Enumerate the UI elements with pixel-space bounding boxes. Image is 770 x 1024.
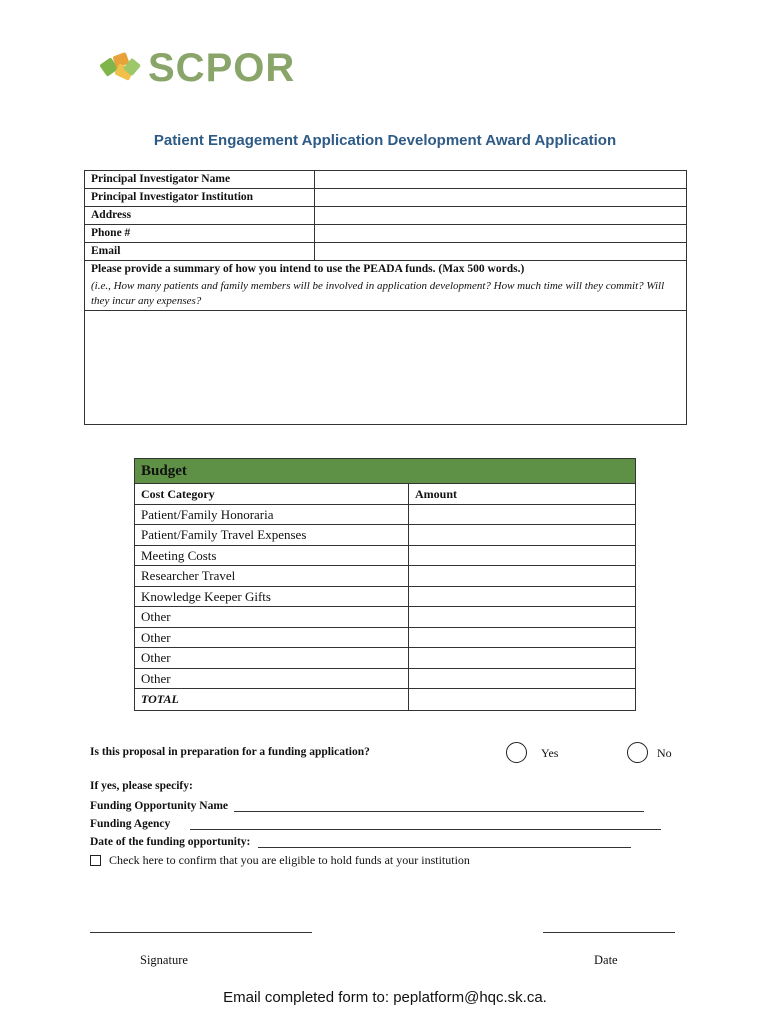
no-radio-button[interactable]	[627, 742, 648, 763]
no-label: No	[657, 746, 672, 760]
summary-question: Please provide a summary of how you intend to use the PEADA funds. (Max 500 words.)	[91, 263, 525, 275]
cost-category-header: Cost Category	[135, 484, 409, 504]
eligibility-checkbox[interactable]	[90, 855, 101, 866]
yes-label: Yes	[541, 746, 559, 760]
table-row	[135, 587, 635, 608]
table-row	[135, 628, 635, 649]
cost-category: Knowledge Keeper Gifts	[135, 587, 409, 607]
investigator-info-table	[84, 170, 687, 425]
funding-opportunity-field[interactable]	[234, 800, 644, 812]
address-row	[85, 207, 686, 225]
address-label: Address	[85, 207, 315, 224]
signature-label: Signature	[140, 953, 188, 967]
funding-agency-field[interactable]	[190, 818, 661, 830]
pi-institution-label: Principal Investigator Institution	[85, 189, 315, 206]
pi-name-label: Principal Investigator Name	[85, 171, 315, 188]
amount-field[interactable]	[409, 648, 635, 668]
funding-date-label: Date of the funding opportunity:	[90, 836, 251, 848]
table-row	[135, 566, 635, 587]
email-row	[85, 243, 686, 261]
funding-date-field[interactable]	[258, 836, 631, 848]
summary-hint: (i.e., How many patients and family members will be involved in application development? How much time will they commit? Will they incur any expenses?	[85, 279, 686, 311]
pi-name-row	[85, 171, 686, 189]
table-row	[135, 525, 635, 546]
amount-field[interactable]	[409, 546, 635, 566]
funding-agency-label: Funding Agency	[90, 818, 171, 830]
amount-field[interactable]	[409, 628, 635, 648]
funding-opportunity-label: Funding Opportunity Name	[90, 800, 229, 812]
submission-instructions: Email completed form to: peplatform@hqc.sk.ca.	[223, 989, 547, 1006]
email-label: Email	[85, 243, 315, 260]
funding-question: Is this proposal in preparation for a funding application?	[90, 746, 370, 758]
phone-row	[85, 225, 686, 243]
date-label: Date	[594, 953, 618, 967]
page-title: Patient Engagement Application Development Award Application	[153, 132, 617, 149]
scpor-logo	[98, 44, 295, 92]
budget-table	[134, 458, 636, 711]
table-row	[135, 669, 635, 690]
cost-category: Other	[135, 669, 409, 689]
funding-opportunity-row	[90, 800, 644, 812]
handshake-icon	[98, 46, 144, 90]
cost-category: Other	[135, 607, 409, 627]
pi-institution-field[interactable]	[315, 189, 686, 206]
total-label: TOTAL	[135, 689, 409, 710]
table-row	[135, 546, 635, 567]
total-field[interactable]	[409, 689, 635, 710]
table-row	[135, 648, 635, 669]
phone-label: Phone #	[85, 225, 315, 242]
address-field[interactable]	[315, 207, 686, 224]
cost-category: Other	[135, 628, 409, 648]
amount-field[interactable]	[409, 607, 635, 627]
table-row	[135, 505, 635, 526]
funding-agency-row	[90, 818, 661, 830]
cost-category: Meeting Costs	[135, 546, 409, 566]
amount-field[interactable]	[409, 587, 635, 607]
logo-text: SCPOR	[148, 45, 296, 90]
total-row	[135, 689, 635, 710]
yes-radio-button[interactable]	[506, 742, 527, 763]
table-row	[135, 607, 635, 628]
budget-header-row	[135, 484, 635, 505]
amount-field[interactable]	[409, 669, 635, 689]
phone-field[interactable]	[315, 225, 686, 242]
pi-institution-row	[85, 189, 686, 207]
date-line[interactable]	[543, 932, 675, 933]
amount-header: Amount	[415, 487, 458, 501]
summary-field[interactable]	[85, 311, 686, 424]
pi-name-field[interactable]	[315, 171, 686, 188]
amount-field[interactable]	[409, 525, 635, 545]
cost-category: Other	[135, 648, 409, 668]
funding-date-row	[90, 836, 631, 848]
cost-category: Researcher Travel	[135, 566, 409, 586]
amount-field[interactable]	[409, 505, 635, 525]
specify-heading: If yes, please specify:	[90, 780, 193, 792]
budget-title: Budget	[135, 459, 635, 484]
cost-category: Patient/Family Honoraria	[135, 505, 409, 525]
eligibility-confirm-text: Check here to confirm that you are eligible to hold funds at your institution	[109, 853, 470, 867]
eligibility-confirm-row	[90, 853, 470, 868]
amount-field[interactable]	[409, 566, 635, 586]
cost-category: Patient/Family Travel Expenses	[135, 525, 409, 545]
email-field[interactable]	[315, 243, 686, 260]
signature-line[interactable]	[90, 932, 312, 933]
